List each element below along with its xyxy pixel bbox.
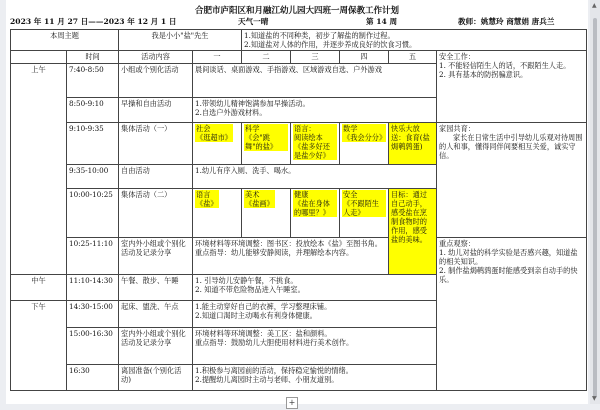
activity-text: 安全 《不跟陌生人走》: [342, 190, 386, 217]
activity-detail: 晨间谈话、桌面游戏、手指游戏、区域游戏自选、户外游戏: [193, 64, 437, 98]
scroll-down-icon[interactable]: ▼: [592, 395, 597, 402]
content-cell: 室内外小组或个别化活动及记录分享: [119, 238, 193, 275]
week-number: 第 14 周: [366, 17, 398, 26]
blank-cell: [11, 51, 67, 64]
theme-goal-2: 2.知道盐对人体的作用，并逐步养成良好的饮食习惯。: [244, 40, 417, 49]
class-activity-wed: [291, 189, 340, 238]
home-text: 家长在日常生活中引导幼儿乐观对待周围的人和事，懂得同伴间要相互关爱，诚实守信。: [439, 133, 583, 160]
content-cell: 午餐、散步、午睡: [119, 275, 193, 301]
time-cell: 15:00-16:30: [67, 328, 119, 365]
home-title: 家园共育：: [439, 124, 475, 133]
activity-detail: [193, 275, 437, 301]
home-school-section: [437, 123, 587, 238]
col-header-tue: 二: [242, 51, 291, 64]
time-cell: 7:40-8:50: [67, 64, 119, 98]
time-cell: 10:00-10:25: [67, 189, 119, 238]
class-activity-wed: [291, 123, 340, 165]
class-activity-thu: [340, 189, 389, 238]
activity-detail: 1.幼儿有序入厕、洗手、喝水。: [193, 165, 437, 189]
time-cell: 11:10-14:30: [67, 275, 119, 301]
theme-label: 本周主题: [11, 30, 119, 51]
theme-goals: [242, 30, 587, 51]
document-page: [6, 0, 588, 404]
detail-line-1: 1.积极参与离园前的活动，保持稳定愉悦的情绪。: [195, 366, 353, 375]
class-activity-fri: 快乐大放送：食育(盐焗鹌鹑蛋): [389, 123, 437, 165]
scroll-up-icon[interactable]: ▲: [592, 2, 597, 9]
detail-line-2: 重点指导：鼓励幼儿大胆使用材料进行美术创作。: [195, 338, 354, 347]
time-cell: 14:30-15:00: [67, 301, 119, 328]
focus-observation-section: [437, 238, 587, 391]
weather: 天气一晴: [238, 17, 269, 26]
class-activity-tue: [242, 123, 291, 165]
add-row-plus-icon[interactable]: +: [286, 397, 298, 409]
detail-line-1: 环境材料等环境调整：美工区：盐和颜料。: [195, 329, 332, 338]
detail-line-1: 1.能主动穿好自己的衣裤，学习整理床铺。: [195, 302, 332, 311]
col-header-fri: 五: [389, 51, 437, 64]
period-morning: 上午: [11, 64, 67, 275]
focus-title: 重点观察：: [439, 239, 475, 248]
activity-text: 社会 《逛超市》: [196, 124, 232, 142]
activity-text: 科学 《会"跳舞"的盐》: [244, 124, 288, 151]
scroll-thumb[interactable]: [593, 18, 597, 398]
focus-item-2: 2. 制作盐焗鹌鹑蛋时能感受到亲自动手的快乐。: [439, 266, 578, 284]
time-cell: 16:30: [67, 365, 119, 391]
class-activity-mon: [193, 123, 242, 165]
content-cell: 小组或个别化活动: [119, 64, 193, 98]
content-cell: 室内外小组或个别化活动及记录分享: [119, 328, 193, 365]
activity-text: 语言 《盐》: [196, 190, 218, 208]
detail-line-2: 2.提醒幼儿离园时主动与老师、小朋友道别。: [195, 375, 339, 384]
col-header-content: 活动内容: [119, 51, 193, 64]
weekly-plan-table: [10, 29, 587, 391]
detail-line-1: 1.带领幼儿精神饱满参加早操活动。: [195, 99, 310, 108]
safety-section: [437, 51, 587, 123]
col-header-time: 时间: [67, 51, 119, 64]
class-activity-fri: 目标：通过自己动手，感受盐在烹制食物时的作用，感受盐的美味。: [389, 189, 437, 275]
detail-line-2: 2. 知道不带危险物品进入午睡室。: [195, 285, 305, 294]
detail-line-1: 1. 引导幼儿安静午餐，不挑食。: [195, 276, 298, 285]
content-cell: 早操和自由活动: [119, 98, 193, 123]
safety-item-1: 1. 不能轻信陌生人的话，不跟陌生人走。: [439, 61, 571, 70]
time-cell: 9:10-9:35: [67, 123, 119, 165]
period-afternoon: 下午: [11, 301, 67, 391]
col-header-thu: 四: [340, 51, 389, 64]
focus-item-1: 1. 幼儿对盐的科学实验是否感兴趣，知道盐的相关知识。: [439, 248, 578, 266]
activity-text: 美术 《盐画》: [245, 190, 274, 208]
class-activity-thu: [340, 123, 389, 165]
content-cell: 集体活动（二）: [119, 189, 193, 238]
time-cell: 8:50-9:10: [67, 98, 119, 123]
activity-detail: [193, 238, 389, 275]
activity-detail: [193, 98, 437, 123]
activity-detail: [193, 365, 437, 391]
detail-line-2: 2.知道口渴时主动喝水有利身体健康。: [195, 311, 317, 320]
content-cell: 离园准备(个别化活动): [119, 365, 193, 391]
activity-text: 语言： 阅读绘本《盐多好还是盐少好》: [293, 124, 337, 160]
activity-text: 健康 《盐在身体的哪里？》: [293, 190, 337, 217]
theme-value: 我是小小"盐"先生: [119, 30, 242, 51]
safety-title: 安全工作：: [439, 52, 475, 61]
activity-detail: [193, 328, 437, 365]
col-header-mon: 一: [193, 51, 242, 64]
teachers: 教师：姚慧玲 商慧娟 唐兵兰: [458, 17, 555, 26]
time-cell: 9:35-10:00: [67, 165, 119, 189]
detail-line-2: 2.自选户外游戏材料。: [195, 108, 267, 117]
content-cell: 自由活动: [119, 165, 193, 189]
vertical-scrollbar[interactable]: [590, 0, 600, 404]
theme-goal-1: 1.知道盐的不同种类，初步了解盐的制作过程。: [244, 31, 395, 40]
content-cell: 起床、盥洗、午点: [119, 301, 193, 328]
detail-line-2: 重点指导：幼儿能够安静阅读，并理解绘本内容。: [195, 248, 354, 257]
class-activity-tue: [242, 189, 291, 238]
safety-item-2: 2. 具有基本的防拐骗意识。: [439, 70, 528, 79]
class-activity-mon: [193, 189, 242, 238]
activity-text: 数学 《我会分分》: [343, 124, 387, 142]
period-noon: 中午: [11, 275, 67, 301]
activity-detail: [193, 301, 437, 328]
detail-line-1: 环境材料等环境调整：图书区：投放绘本《盐》至图书角。: [195, 239, 382, 248]
content-cell: 集体活动（一）: [119, 123, 193, 165]
document-title: 合肥市庐阳区和月融江幼儿园大四班一周保教工作计划: [194, 6, 399, 16]
time-cell: 10:25-11:10: [67, 238, 119, 275]
col-header-wed: 三: [291, 51, 340, 64]
date-range: 2023 年 11 月 27 日——2023 年 12 月 1 日: [10, 17, 177, 26]
